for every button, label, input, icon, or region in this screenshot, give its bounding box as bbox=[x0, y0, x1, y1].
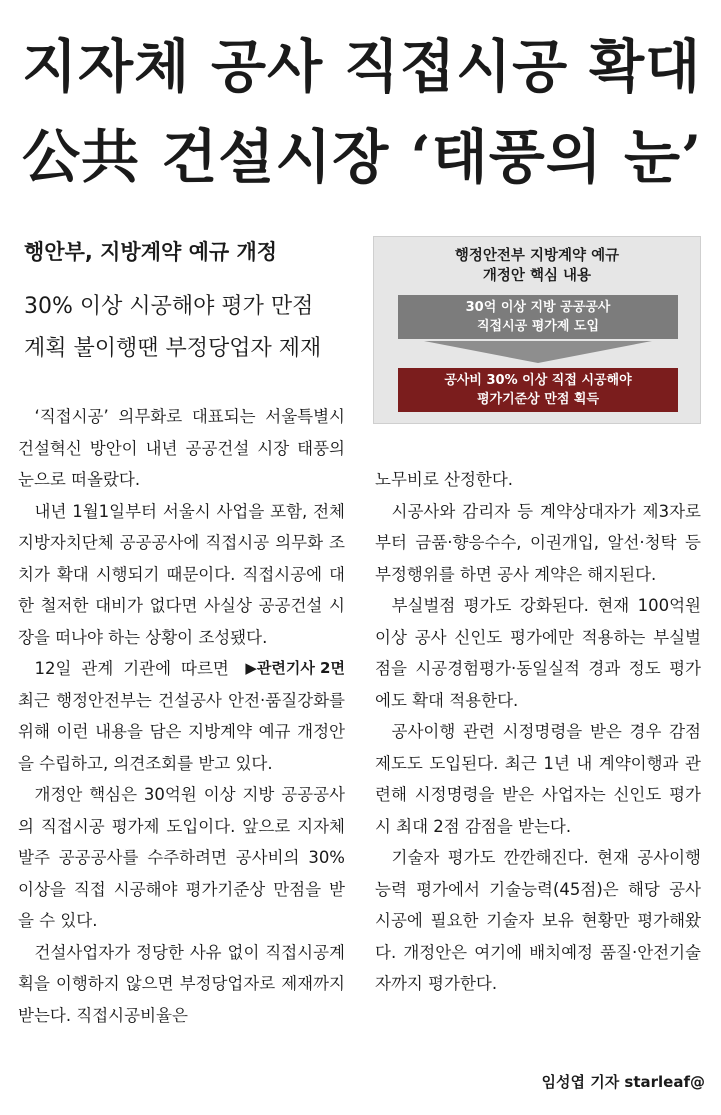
article-paragraph bbox=[18, 496, 345, 677]
article-paragraph: 개정안 핵심은 30억원 이상 지방 공공공사의 직접시공 평가제 도입이다. 앞으로 지자체 발주 공공공사를 수주하려면 공사비의 30% 이상을 직접 시공해야 평가기준상 만점을 받을 수 있다. bbox=[18, 785, 345, 930]
down-arrow-icon bbox=[424, 341, 652, 363]
article-paragraph: 기술자 평가도 깐깐해진다. 현재 공사이행능력 평가에서 기술능력(45점)은 해당 공사 시공에 필요한 기술자 보유 현황만 평가해왔다. 개정안은 여기에 배치예정 품질·안전기술자까지 평가한다. bbox=[375, 848, 701, 993]
article-paragraph: 시공사와 감리자 등 계약상대자가 제3자로부터 금품·향응수수, 이권개입, 알선·청탁 등 부정행위를 하면 공사 계약은 해지된다. bbox=[375, 501, 701, 584]
article-column-right bbox=[375, 464, 701, 1000]
subhead-line-1: 30% 이상 시공해야 평가 만점 bbox=[24, 294, 314, 319]
infobox-title-line-2: 개정안 핵심 내용 bbox=[482, 268, 592, 284]
subhead-lines bbox=[24, 286, 321, 370]
subhead-line-2: 계획 불이행땐 부정당업자 제재 bbox=[24, 336, 322, 361]
infobox-title-line-1: 행정안전부 지방계약 예규 bbox=[454, 248, 620, 264]
infobox-title bbox=[374, 246, 700, 286]
article-paragraph: 12일 관계 기관에 따르면 최근 행정안전부는 건설공사 안전·품질강화를 위해 이런 내용을 담은 지방계약 예규 개정안을 수립하고, 의견조회를 받고 있다. bbox=[18, 659, 345, 773]
article-paragraph: 건설사업자가 정당한 사유 없이 직접시공계획을 이행하지 않으면 부정당업자로 제재까지 받는다. 직접시공비율은 bbox=[18, 942, 345, 1025]
article-paragraph: 공사이행 관련 시정명령을 받은 경우 감점 제도도 도입된다. 최근 1년 내 계약이행과 관련해 시정명령을 받은 사업자는 신인도 평가 시 최대 2점 감점을 받는다. bbox=[375, 722, 701, 836]
infobox bbox=[373, 236, 701, 424]
headline-line-2: 公共 건설시장 ‘태풍의 눈’ bbox=[22, 123, 703, 191]
panel-red-line-1: 공사비 30% 이상 직접 시공해야 bbox=[444, 373, 632, 388]
infobox-panel-red bbox=[398, 368, 678, 412]
article-paragraph-continued: 노무비로 산정한다. bbox=[375, 470, 514, 489]
infobox-panel-gray bbox=[398, 295, 678, 339]
article-column-left bbox=[18, 401, 345, 1031]
article-paragraph: 부실벌점 평가도 강화된다. 현재 100억원 이상 공사 신인도 평가에만 적용하는 부실벌점을 시공경험평가·동일실적 경과 정도 평가에도 확대 적용한다. bbox=[375, 596, 701, 710]
panel-gray-line-1: 30억 이상 지방 공공공사 bbox=[465, 300, 611, 315]
byline: 임성엽 기자 starleaf@ bbox=[541, 1073, 705, 1091]
related-article-ref[interactable]: ▶관련기사 2면 bbox=[245, 659, 345, 677]
headline-line-1: 지자체 공사 직접시공 확대 bbox=[22, 33, 702, 100]
article-paragraph-text: 내년 1월1일부터 서울시 사업을 포함, 전체 지방자치단체 공공공사에 직접시공 의무화 조치가 확대 시행되기 때문이다. 직접시공에 대한 철저한 대비가 없다면 사실상 공공건설 시장을 떠나야 하는 상황이 조성됐다. bbox=[18, 501, 345, 647]
panel-red-line-2: 평가기준상 만점 획득 bbox=[476, 392, 600, 407]
article-paragraph: ‘직접시공’ 의무화로 대표되는 서울특별시 건설혁신 방안이 내년 공공건설 시장 태풍의 눈으로 떠올랐다. bbox=[18, 407, 345, 489]
panel-gray-line-2: 직접시공 평가제 도입 bbox=[476, 319, 600, 334]
subhead-title: 행안부, 지방계약 예규 개정 bbox=[24, 240, 278, 264]
